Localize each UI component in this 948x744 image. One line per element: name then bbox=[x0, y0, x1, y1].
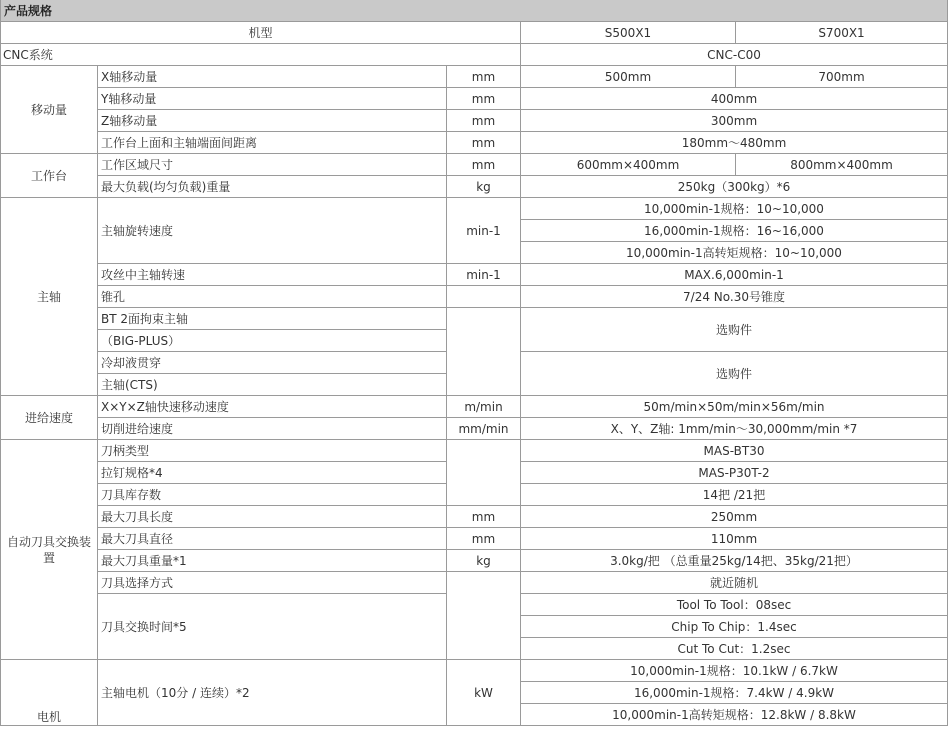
cnc-row bbox=[1, 44, 948, 66]
table-row bbox=[1, 418, 948, 440]
row-value: 10,000min-1规格：10.1kW / 6.7kW bbox=[521, 660, 948, 682]
row-unit: mm bbox=[447, 66, 521, 88]
row-value: 700mm bbox=[736, 66, 948, 88]
row-unit: kg bbox=[447, 550, 521, 572]
row-unit: m/min bbox=[447, 396, 521, 418]
category-motor: 电机 bbox=[1, 660, 98, 726]
model-row bbox=[1, 22, 948, 44]
row-label: （BIG-PLUS） bbox=[98, 330, 447, 352]
row-value: 选购件 bbox=[521, 308, 948, 352]
row-value: 110mm bbox=[521, 528, 948, 550]
row-label: 刀具交换时间*5 bbox=[98, 594, 447, 660]
table-row bbox=[1, 550, 948, 572]
category-atc: 自动刀具交换装置 bbox=[1, 440, 98, 660]
row-unit: mm/min bbox=[447, 418, 521, 440]
row-unit: kW bbox=[447, 660, 521, 726]
table-title-row bbox=[1, 0, 948, 22]
table-row bbox=[1, 396, 948, 418]
row-unit bbox=[447, 308, 521, 396]
category-travel: 移动量 bbox=[1, 66, 98, 154]
row-unit: mm bbox=[447, 88, 521, 110]
row-value: 300mm bbox=[521, 110, 948, 132]
table-row bbox=[1, 132, 948, 154]
row-label: Z轴移动量 bbox=[98, 110, 447, 132]
row-label: 最大刀具直径 bbox=[98, 528, 447, 550]
table-row bbox=[1, 572, 948, 594]
cnc-label: CNC系统 bbox=[1, 44, 521, 66]
row-value: 600mm×400mm bbox=[521, 154, 736, 176]
cnc-value: CNC-C00 bbox=[521, 44, 948, 66]
row-label: 切削进给速度 bbox=[98, 418, 447, 440]
row-value: 就近随机 bbox=[521, 572, 948, 594]
row-value: Tool To Tool：08sec bbox=[521, 594, 948, 616]
model-s700x1: S700X1 bbox=[736, 22, 948, 44]
row-unit: mm bbox=[447, 528, 521, 550]
row-value: 14把 /21把 bbox=[521, 484, 948, 506]
table-row bbox=[1, 440, 948, 462]
row-label: 刀具库存数 bbox=[98, 484, 447, 506]
table-row bbox=[1, 110, 948, 132]
model-label: 机型 bbox=[1, 22, 521, 44]
row-label: 最大刀具重量*1 bbox=[98, 550, 447, 572]
table-row bbox=[1, 198, 948, 220]
category-feed: 进给速度 bbox=[1, 396, 98, 440]
table-row bbox=[1, 176, 948, 198]
row-value: 16,000min-1规格：7.4kW / 4.9kW bbox=[521, 682, 948, 704]
row-label: 主轴旋转速度 bbox=[98, 198, 447, 264]
row-unit bbox=[447, 286, 521, 308]
row-value: 250kg（300kg）*6 bbox=[521, 176, 948, 198]
row-unit: mm bbox=[447, 154, 521, 176]
row-label: 主轴电机（10分 / 连续）*2 bbox=[98, 660, 447, 726]
row-value: 250mm bbox=[521, 506, 948, 528]
row-label: 攻丝中主轴转速 bbox=[98, 264, 447, 286]
row-label: X×Y×Z轴快速移动速度 bbox=[98, 396, 447, 418]
row-label: 刀柄类型 bbox=[98, 440, 447, 462]
table-row bbox=[1, 264, 948, 286]
table-row bbox=[1, 88, 948, 110]
row-value: 10,000min-1规格：10~10,000 bbox=[521, 198, 948, 220]
table-title: 产品规格 bbox=[1, 0, 948, 22]
category-spindle: 主轴 bbox=[1, 198, 98, 396]
row-unit: min-1 bbox=[447, 198, 521, 264]
row-label: 刀具选择方式 bbox=[98, 572, 447, 594]
row-label: 工作区域尺寸 bbox=[98, 154, 447, 176]
row-unit bbox=[447, 440, 521, 506]
row-unit: mm bbox=[447, 132, 521, 154]
row-label: BT 2面拘束主轴 bbox=[98, 308, 447, 330]
row-label: X轴移动量 bbox=[98, 66, 447, 88]
table-row bbox=[1, 528, 948, 550]
row-value: 3.0kg/把 （总重量25kg/14把、35kg/21把） bbox=[521, 550, 948, 572]
row-unit: kg bbox=[447, 176, 521, 198]
table-row bbox=[1, 286, 948, 308]
row-value: X、Y、Z轴: 1mm/min～30,000mm/min *7 bbox=[521, 418, 948, 440]
row-value: Cut To Cut：1.2sec bbox=[521, 638, 948, 660]
table-row bbox=[1, 660, 948, 682]
model-s500x1: S500X1 bbox=[521, 22, 736, 44]
row-unit: mm bbox=[447, 110, 521, 132]
row-label: 最大负载(均匀负载)重量 bbox=[98, 176, 447, 198]
row-label: 最大刀具长度 bbox=[98, 506, 447, 528]
row-unit: min-1 bbox=[447, 264, 521, 286]
row-unit bbox=[447, 572, 521, 660]
category-table: 工作台 bbox=[1, 154, 98, 198]
row-value: 7/24 No.30号锥度 bbox=[521, 286, 948, 308]
row-label: 拉钉规格*4 bbox=[98, 462, 447, 484]
row-label: 主轴(CTS) bbox=[98, 374, 447, 396]
row-value: MAS-P30T-2 bbox=[521, 462, 948, 484]
row-value: Chip To Chip：1.4sec bbox=[521, 616, 948, 638]
row-value: MAS-BT30 bbox=[521, 440, 948, 462]
table-row bbox=[1, 506, 948, 528]
row-label: 冷却液贯穿 bbox=[98, 352, 447, 374]
row-value: 10,000min-1高转矩规格：10~10,000 bbox=[521, 242, 948, 264]
row-value: 16,000min-1规格：16~16,000 bbox=[521, 220, 948, 242]
table-row bbox=[1, 308, 948, 330]
row-value: 500mm bbox=[521, 66, 736, 88]
row-value: 180mm～480mm bbox=[521, 132, 948, 154]
row-label: 锥孔 bbox=[98, 286, 447, 308]
row-label: 工作台上面和主轴端面间距离 bbox=[98, 132, 447, 154]
row-value: MAX.6,000min-1 bbox=[521, 264, 948, 286]
table-row bbox=[1, 154, 948, 176]
row-value: 400mm bbox=[521, 88, 948, 110]
row-unit: mm bbox=[447, 506, 521, 528]
row-value: 选购件 bbox=[521, 352, 948, 396]
row-label: Y轴移动量 bbox=[98, 88, 447, 110]
row-value: 50m/min×50m/min×56m/min bbox=[521, 396, 948, 418]
row-value: 10,000min-1高转矩规格：12.8kW / 8.8kW bbox=[521, 704, 948, 726]
table-row bbox=[1, 66, 948, 88]
row-value: 800mm×400mm bbox=[736, 154, 948, 176]
